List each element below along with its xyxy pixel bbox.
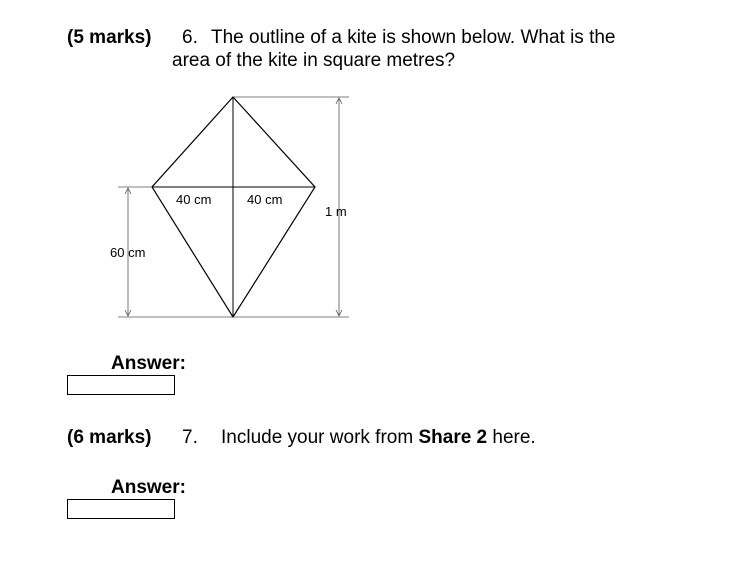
question-6-text-line2: area of the kite in square metres?: [172, 50, 456, 71]
question-6-text-line1: The outline of a kite is shown below. What is the: [211, 27, 616, 48]
label-right-width: 40 cm: [247, 192, 283, 207]
question-6-number: 6.: [182, 27, 198, 48]
question-6-answer-box[interactable]: [67, 375, 175, 395]
question-7-answer-box[interactable]: [67, 499, 175, 519]
label-total-height: 1 m: [325, 204, 347, 219]
question-7-header: [67, 426, 152, 449]
question-6-marks: (5 marks): [67, 27, 152, 48]
question-7-marks: (6 marks): [67, 427, 152, 448]
question-7-answer-label: Answer:: [111, 477, 186, 498]
question-7-text: [221, 426, 536, 449]
label-lower-height: 60 cm: [110, 245, 146, 260]
question-7-text-bold: Share 2: [418, 427, 488, 448]
question-7-text-after: here.: [487, 427, 536, 448]
question-7-number: 7.: [182, 427, 198, 448]
question-7-text-before: Include your work from: [221, 427, 419, 448]
question-6-answer-label: Answer:: [111, 353, 186, 374]
label-left-width: 40 cm: [176, 192, 212, 207]
